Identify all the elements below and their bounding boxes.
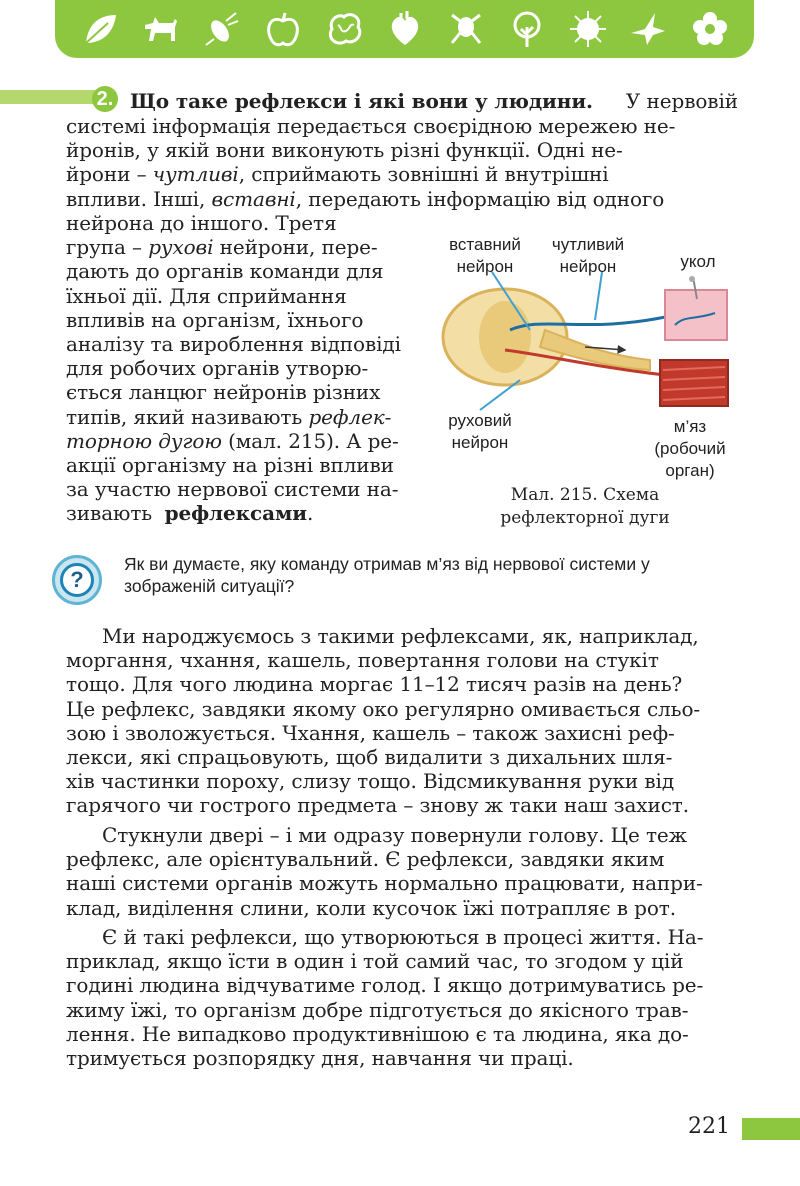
section-heading: Що таке рефлекси і які вони у людини. bbox=[130, 89, 593, 113]
label-interneuron: вставний нейрон bbox=[449, 235, 521, 276]
dog-icon bbox=[141, 9, 181, 49]
footer-accent-bar bbox=[742, 1118, 800, 1140]
question-icon: ? bbox=[52, 555, 102, 605]
page-number: 221 bbox=[688, 1114, 730, 1139]
text-line: системі інформація передається своєрідною мережею не- bbox=[66, 114, 676, 138]
figure-caption: Мал. 215. Схема рефлекторної дуги bbox=[500, 485, 670, 528]
label-prick: укол bbox=[680, 252, 716, 271]
heart-icon bbox=[385, 9, 425, 49]
paragraph-2: Стукнули двері – і ми одразу повернули голову. Це теж рефлекс, але орієнтувальний. Є рефлекси, завдяки яким наші системи органів можуть нормально працювати, напри- клад, виділення слини, коли кусочок їжі потрапляє в рот. bbox=[66, 823, 703, 920]
text-line: впливи. Інші, вставні, передають інформацію від одного bbox=[66, 186, 665, 211]
top-banner bbox=[55, 0, 754, 58]
virus-icon bbox=[568, 9, 608, 49]
paragraph-3: Є й такі рефлекси, що утворюються в процесі життя. На- приклад, якщо їсти в один і той самий час, то згодом у цій годині людина відчуватиме голод. І якщо дотримуватись ре- жиму їжі, то організм добре підготується до якісного трав- лення. Не випадково продуктивнішою є та людина, яка до- тримується розпорядку дня, навчання чи праці. bbox=[66, 925, 704, 1071]
label-sensory-neuron: чутливий нейрон bbox=[551, 235, 625, 276]
leaf-icon bbox=[80, 9, 120, 49]
question-text: Як ви думаєте, яку команду отримав м’яз від нервової системи у зображеній ситуації? bbox=[124, 554, 650, 596]
bird-icon bbox=[629, 9, 669, 49]
section-heading-line: Що таке рефлекси і які вони у людини. У нервовій bbox=[130, 89, 738, 113]
section-number: 2. bbox=[92, 86, 118, 112]
flower-icon bbox=[690, 9, 730, 49]
text-line: йрони – чутливі, сприймають зовнішні й внутрішні bbox=[66, 162, 609, 187]
tree-icon bbox=[507, 9, 547, 49]
label-motor-neuron: руховий нейрон bbox=[448, 411, 512, 452]
text-line: йронів, у якій вони виконують різні функції. Одні не- bbox=[66, 138, 623, 163]
paragraph-1: Ми народжуємось з такими рефлексами, як, наприклад, моргання, чхання, кашель, повертання голови на стукіт тощо. Для чого людина моргає 11–12 тисяч разів на день? Це рефлекс, завдяки якому око регулярно омивається сльо- зою і зволожується. Чхання, кашель – також захисні реф- лекси, які спрацьовують, щоб видалити з дихальних шля- хів частинки пороху, слизу тощо. Відсмикування руки від гарячого чи гострого предмета – знову ж таки наш захист. bbox=[66, 624, 701, 818]
frog-icon bbox=[446, 9, 486, 49]
intro-paragraph bbox=[66, 114, 738, 211]
section-marker-bar bbox=[0, 90, 95, 104]
brain-icon bbox=[324, 9, 364, 49]
left-column-text: нейрона до іншого. Третя група – рухові нейрони, пере- дають до органів команди для їхньої дії. Для сприймання впливів на організм, їхнього аналізу та вироблення відповіді для робочих органів утворю- ється ланцюг нейронів різних типів, який називають рефлек- торною дугою (мал. 215). А ре- акції організму на різні впливи за участю нервової системи на- зивають рефлексами. bbox=[66, 211, 401, 526]
label-muscle: м’яз (робочий орган) bbox=[654, 417, 726, 480]
pointer-lines bbox=[430, 270, 630, 420]
apple-icon bbox=[263, 9, 303, 49]
bacterium-icon bbox=[202, 9, 242, 49]
